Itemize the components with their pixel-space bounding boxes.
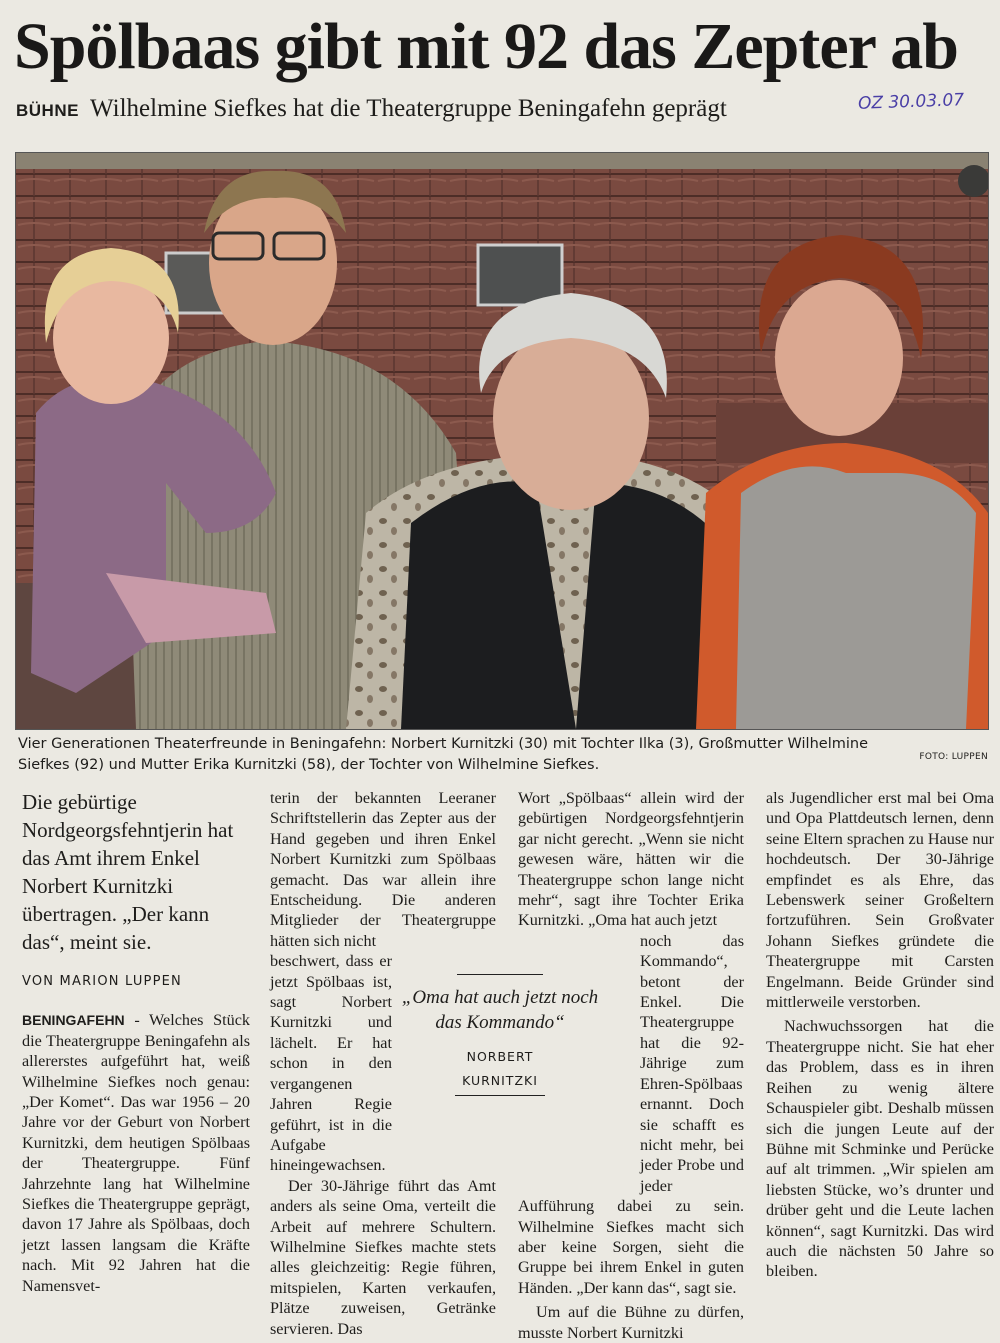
handwritten-date-note: OZ 30.03.07 <box>857 90 965 114</box>
family-photo-illustration <box>16 153 988 729</box>
column-2-narrow-text: beschwert, dass er jetzt Spölbaas ist, sagt Norbert Kurnitzki und lächelt. Er hat schon in den vergangenen Jahren Regie geführt, ist in die Aufgabe hineingewachsen. <box>270 952 392 1175</box>
photo-caption <box>18 734 988 776</box>
column-3 <box>518 788 744 1343</box>
column-2-paragraph-2: Der 30-Jährige führt das Amt anders als seine Oma, verteilt die Arbeit auf mehrere Schultern. Wilhelmine Siefkes machte stets alles gleichzeitig: Regie führen, mitspielen, Karten verkaufen, Plätze zuweisen, Getränke servieren. Das <box>270 1176 496 1338</box>
column-3-paragraph-1-end: Aufführung dabei zu sein. Wilhelmine Siefkes macht sich aber keine Sorgen, sieht die Gruppe bei ihrem Enkel in guten Händen. „Der kann das“, sagt sie. <box>518 1197 744 1297</box>
subtitle: Wilhelmine Siefkes hat die Theatergruppe Beningafehn geprägt <box>90 95 727 122</box>
photo-credit: FOTO: LUPPEN <box>919 752 988 762</box>
column-3-paragraph-2: Um auf die Bühne zu dürfen, musste Norbert Kurnitzki <box>518 1303 744 1342</box>
column-2-paragraph-1: terin der bekannten Leeraner Schriftstellerin das Zepter aus der Hand gegeben und ihren Enkel Norbert Kurnitzki zum Spölbaas gemacht. Das war allein ihre Entscheidung. Die anderen Mitglieder der Theatergruppe hätten sich nicht <box>270 789 496 950</box>
pull-quote-author-first: NORBERT <box>466 1049 534 1064</box>
subheadline <box>16 92 846 128</box>
column-4-paragraph-1: als Jugendlicher erst mal bei Oma und Opa Plattdeutsch lernen, denn seine Eltern sprachen zu Hause nur hochdeutsch. Der 30-Jährige empfindet es als Ehre, das Lebenswerk seiner Großeltern fortzuführen. Sein Großvater Johann Siefkes gründete die Theatergruppe mit Carsten Engelmann. Beide Gründer sind mittlerweile verstorben. <box>766 789 994 1012</box>
column-1-text: - Welches Stück die Theatergruppe Beningafehn als allererstes aufgeführt hat, weiß Wilhelmine Siefkes noch genau: „Der Komet“. Das war 1956 – 20 Jahre vor der Geburt von Norbert Kurnitzki, dem heutigen Spölbaas der Theatergruppe. Fünf Jahrzehnte lang hat Wilhelmine Siefkes die Theatergruppe geprägt, davon 17 Jahre als Spölbaas, doch jetzt lassen langsam die Kräfte nach. Mit 92 Jahren hat die Namensvet- <box>22 1011 250 1295</box>
dateline: BENINGAFEHN <box>22 1012 125 1029</box>
roof-window-center <box>478 245 562 305</box>
column-1 <box>22 788 250 1296</box>
caption-line-2: Siefkes (92) und Mutter Erika Kurnitzki (58), der Tochter von Wilhelmine Siefkes. <box>18 757 600 773</box>
column-3-narrow-text: noch das Kommando“, betont der Enkel. Die Theatergruppe hat die 92-Jährige zum Ehren-Spölbaas ernannt. Doch sie schafft es nicht mehr, bei jeder Probe und jeder <box>640 931 744 1195</box>
headline: Spölbaas gibt mit 92 das Zepter ab <box>14 10 958 83</box>
pull-quote-author-last: KURNITZKI <box>462 1073 538 1088</box>
article-lead: Die gebürtige Nordgeorgsfehntjerin hat das Amt ihrem Enkel Norbert Kurnitzki übertragen. „Der kann das“, meint sie. <box>22 790 234 954</box>
column-1-paragraph <box>22 1010 250 1296</box>
column-4 <box>766 788 994 1282</box>
column-3-paragraph-1: Wort „Spölbaas“ allein wird der gebürtigen Nordgeorgsfehntjerin gar nicht gerecht. „Wenn sie nicht gewesen wäre, hätten wir die Theatergruppe schon lange nicht mehr“, sagt ihre Tochter Erika Kurnitzki. „Oma hat auch jetzt <box>518 789 744 930</box>
sky-strip <box>16 153 988 169</box>
caption-line-1: Vier Generationen Theaterfreunde in Beningafehn: Norbert Kurnitzki (30) mit Tochter Ilka (3), Großmutter Wilhelmine <box>18 736 868 752</box>
section-kicker: BÜHNE <box>16 101 79 120</box>
column-4-paragraph-2: Nachwuchssorgen hat die Theatergruppe nicht. Sie hat eher das Problem, dass es in ihren Reihen zu wenig ältere Schauspieler gibt. Deshalb müssen sich die jungen Leute auf der Bühne mit Schminke und Perücke auf alt trimmen. „Wir spielen am liebsten Stücke, wo’s drunter und drüber geht und die Leute lachen können“, sagt Kurnitzki. Das wird auch die nächsten 50 Jahre so bleiben. <box>766 1017 994 1281</box>
byline: VON MARION LUPPEN <box>22 974 182 989</box>
pull-quote-text: „Oma hat auch jetzt noch das Kommando“ <box>401 987 599 1033</box>
article-photo <box>15 152 989 730</box>
